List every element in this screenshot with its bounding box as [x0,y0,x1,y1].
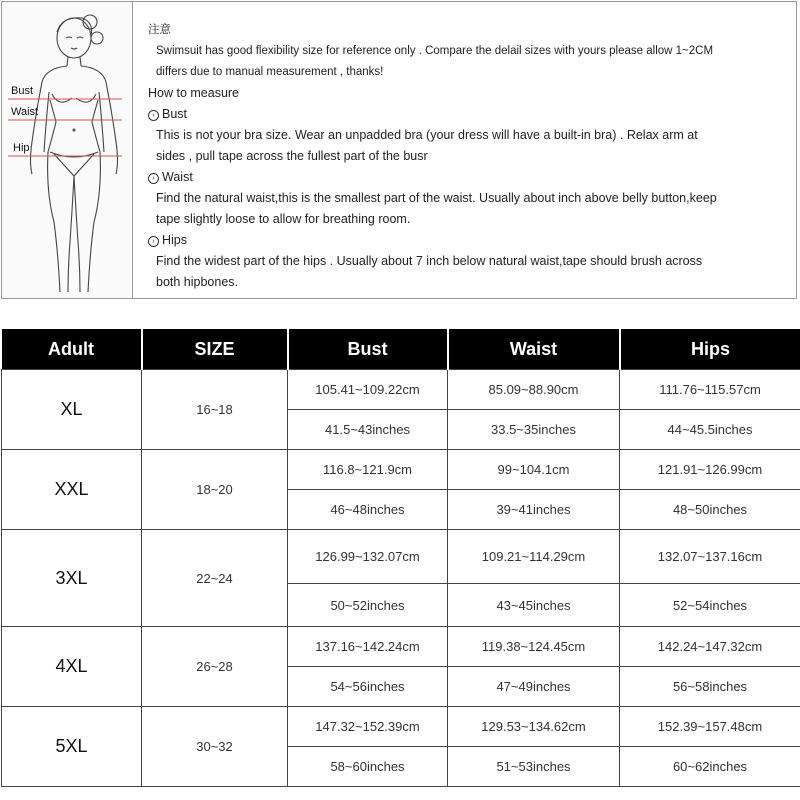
waist-cm-cell: 109.21~114.29cm [448,530,620,584]
bust-inches-cell: 58~60inches [288,747,448,787]
hips-inches-cell: 56~58inches [620,667,800,707]
waist-cm-cell: 85.09~88.90cm [448,370,620,410]
measure-instructions [148,20,798,293]
bust-label: Bust [11,85,34,97]
how-to-measure-heading: How to measure [148,86,240,100]
table-row [2,707,800,747]
adult-size-cell: 4XL [2,627,142,707]
notice-line-1: Swimsuit has good flexibility size for reference only . Compare the delail sizes with yours please allow 1~2CM [156,45,714,57]
waist-inches-cell: 33.5~35inches [448,410,620,450]
adult-size-cell: XL [2,370,142,450]
adult-size-cell: XXL [2,450,142,530]
hips-instruction-2: both hipbones. [156,275,239,289]
table-row [2,627,800,667]
header-waist: Waist [448,329,620,370]
hips-cm-cell: 152.39~157.48cm [620,707,800,747]
waist-section-title: › Waist [148,167,798,188]
bust-instruction-2: sides , pull tape across the fullest part of the busr [156,149,428,163]
hips-section-title: › Hips [148,230,798,251]
bust-inches-cell: 54~56inches [288,667,448,707]
waist-label: Waist [11,106,39,118]
arrow-circle-icon: › [148,173,159,184]
size-chart-table [1,329,800,787]
hips-instruction-1: Find the widest part of the hips . Usually about 7 inch below natural waist,tape should brush across [156,254,703,268]
bust-cm-cell: 126.99~132.07cm [288,530,448,584]
hips-cm-cell: 111.76~115.57cm [620,370,800,410]
waist-inches-cell: 43~45inches [448,584,620,627]
table-row [2,530,800,584]
adult-size-cell: 5XL [2,707,142,787]
bust-cm-cell: 105.41~109.22cm [288,370,448,410]
waist-cm-cell: 119.38~124.45cm [448,627,620,667]
hips-cm-cell: 132.07~137.16cm [620,530,800,584]
adult-size-cell: 3XL [2,530,142,627]
header-adult: Adult [2,329,142,370]
waist-instruction-1: Find the natural waist,this is the smallest part of the waist. Usually about inch above belly button,keep [156,191,717,205]
notice-heading: 注意 [148,24,171,36]
table-row [2,450,800,490]
bust-section-title: › Bust [148,104,798,125]
header-size: SIZE [142,329,288,370]
body-figure-panel [2,2,133,298]
size-range-cell: 16~18 [142,370,288,450]
hips-inches-cell: 52~54inches [620,584,800,627]
waist-inches-cell: 51~53inches [448,747,620,787]
bust-cm-cell: 116.8~121.9cm [288,450,448,490]
measurement-info-box [1,1,797,299]
size-range-cell: 18~20 [142,450,288,530]
size-range-cell: 26~28 [142,627,288,707]
arrow-circle-icon: › [148,236,159,247]
hips-inches-cell: 60~62inches [620,747,800,787]
table-row [2,370,800,410]
notice-line-2: differs due to manual measurement , thanks! [156,66,384,78]
hips-inches-cell: 44~45.5inches [620,410,800,450]
size-range-cell: 30~32 [142,707,288,787]
arrow-circle-icon: › [148,110,159,121]
table-header-row [2,329,800,370]
bust-inches-cell: 41.5~43inches [288,410,448,450]
hips-cm-cell: 142.24~147.32cm [620,627,800,667]
waist-cm-cell: 99~104.1cm [448,450,620,490]
size-range-cell: 22~24 [142,530,288,627]
hips-cm-cell: 121.91~126.99cm [620,450,800,490]
waist-inches-cell: 39~41inches [448,490,620,530]
bust-cm-cell: 147.32~152.39cm [288,707,448,747]
waist-cm-cell: 129.53~134.62cm [448,707,620,747]
bust-cm-cell: 137.16~142.24cm [288,627,448,667]
bust-inches-cell: 50~52inches [288,584,448,627]
waist-inches-cell: 47~49inches [448,667,620,707]
bust-inches-cell: 46~48inches [288,490,448,530]
header-hips: Hips [620,329,800,370]
bust-instruction-1: This is not your bra size. Wear an unpadded bra (your dress will have a built-in bra) . Relax arm at [156,128,698,142]
hip-label: Hip [13,142,30,154]
waist-instruction-2: tape slightly loose to allow for breathing room. [156,212,411,226]
header-bust: Bust [288,329,448,370]
hips-inches-cell: 48~50inches [620,490,800,530]
